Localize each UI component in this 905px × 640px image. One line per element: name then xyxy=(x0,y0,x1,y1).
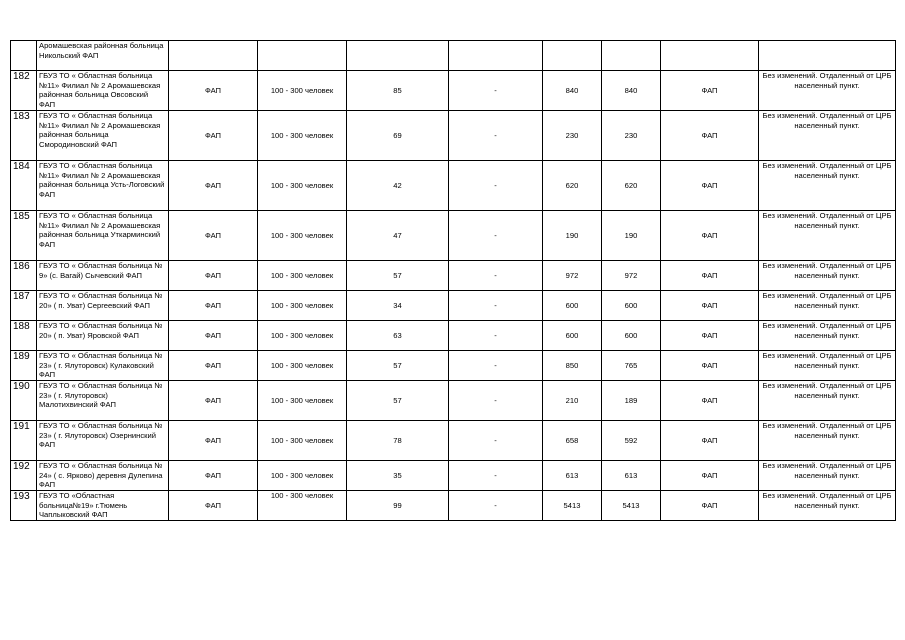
note-text: Без изменений. Отдаленный от ЦРБ населенный пункт. xyxy=(759,111,896,161)
facility-name: ГБУЗ ТО « Областная больница №11» Филиал № 2 Аромашевская районная больница Усть-Логовский ФАП xyxy=(37,161,169,211)
note-text: Без изменений. Отдаленный от ЦРБ населенный пункт. xyxy=(759,461,896,491)
table-row xyxy=(11,161,896,211)
table-row xyxy=(11,381,896,421)
population-range: 100 - 300 человек xyxy=(258,211,347,261)
value-1: 210 xyxy=(543,381,602,421)
value-2: 620 xyxy=(602,161,661,211)
population-range: 100 - 300 человек xyxy=(258,291,347,321)
dash-value: - xyxy=(449,321,543,351)
value-2: 600 xyxy=(602,291,661,321)
value-1: 850 xyxy=(543,351,602,381)
facility-name: ГБУЗ ТО « Областная больница № 23» ( г. Ялуторовск) Озернинский ФАП xyxy=(37,421,169,461)
table-row xyxy=(11,261,896,291)
note-text: Без изменений. Отдаленный от ЦРБ населенный пункт. xyxy=(759,351,896,381)
note-text: Без изменений. Отдаленный от ЦРБ населенный пункт. xyxy=(759,211,896,261)
population-range: 100 - 300 человек xyxy=(258,321,347,351)
table-row xyxy=(11,461,896,491)
count-value: 69 xyxy=(347,111,449,161)
facility-name: ГБУЗ ТО « Областная больница № 9» (с. Вагай) Сычевский ФАП xyxy=(37,261,169,291)
note-text: Без изменений. Отдаленный от ЦРБ населенный пункт. xyxy=(759,491,896,521)
population-range: 100 - 300 человек xyxy=(258,111,347,161)
value-2: 189 xyxy=(602,381,661,421)
facility-type-new: ФАП xyxy=(661,491,759,521)
facility-name: Аромашевская районная больница Никольский ФАП xyxy=(37,41,169,71)
row-number: 190 xyxy=(11,381,37,421)
population-range: 100 - 300 человек xyxy=(258,491,347,521)
facility-type xyxy=(169,41,258,71)
population-range: 100 - 300 человек xyxy=(258,261,347,291)
note-text: Без изменений. Отдаленный от ЦРБ населенный пункт. xyxy=(759,161,896,211)
facility-type: ФАП xyxy=(169,71,258,111)
facility-type-new: ФАП xyxy=(661,261,759,291)
facility-type-new: ФАП xyxy=(661,111,759,161)
table-row xyxy=(11,71,896,111)
value-2 xyxy=(602,41,661,71)
count-value: 57 xyxy=(347,261,449,291)
count-value: 35 xyxy=(347,461,449,491)
table-row xyxy=(11,291,896,321)
row-number: 192 xyxy=(11,461,37,491)
value-1 xyxy=(543,41,602,71)
value-1: 840 xyxy=(543,71,602,111)
value-2: 230 xyxy=(602,111,661,161)
facility-type: ФАП xyxy=(169,211,258,261)
value-1: 600 xyxy=(543,321,602,351)
facility-type: ФАП xyxy=(169,351,258,381)
row-number: 186 xyxy=(11,261,37,291)
note-text: Без изменений. Отдаленный от ЦРБ населенный пункт. xyxy=(759,261,896,291)
value-1: 972 xyxy=(543,261,602,291)
count-value: 34 xyxy=(347,291,449,321)
dash-value: - xyxy=(449,111,543,161)
count-value: 78 xyxy=(347,421,449,461)
facility-name: ГБУЗ ТО « Областная больница № 20» ( п. Уват) Яровской ФАП xyxy=(37,321,169,351)
table-row xyxy=(11,351,896,381)
population-range: 100 - 300 человек xyxy=(258,71,347,111)
facility-name: ГБУЗ ТО «Областная больница№19» г.Тюмень Чаплыковский ФАП xyxy=(37,491,169,521)
facility-type-new: ФАП xyxy=(661,461,759,491)
note-text xyxy=(759,41,896,71)
facility-type-new: ФАП xyxy=(661,351,759,381)
value-1: 190 xyxy=(543,211,602,261)
table-row xyxy=(11,321,896,351)
dash-value: - xyxy=(449,491,543,521)
dash-value: - xyxy=(449,211,543,261)
facility-type-new: ФАП xyxy=(661,211,759,261)
population-range: 100 - 300 человек xyxy=(258,351,347,381)
facility-type: ФАП xyxy=(169,321,258,351)
dash-value: - xyxy=(449,381,543,421)
value-2: 972 xyxy=(602,261,661,291)
value-2: 592 xyxy=(602,421,661,461)
dash-value: - xyxy=(449,421,543,461)
facility-type-new: ФАП xyxy=(661,71,759,111)
table-row xyxy=(11,421,896,461)
dash-value: - xyxy=(449,71,543,111)
count-value: 63 xyxy=(347,321,449,351)
facility-name: ГБУЗ ТО « Областная больница № 24» ( с. Ярково) деревня Дулепина ФАП xyxy=(37,461,169,491)
value-2: 600 xyxy=(602,321,661,351)
facility-type: ФАП xyxy=(169,161,258,211)
fap-table xyxy=(10,40,896,521)
facility-type: ФАП xyxy=(169,491,258,521)
facility-type: ФАП xyxy=(169,111,258,161)
note-text: Без изменений. Отдаленный от ЦРБ населенный пункт. xyxy=(759,321,896,351)
dash-value: - xyxy=(449,461,543,491)
facility-name: ГБУЗ ТО « Областная больница №11» Филиал № 2 Аромашевская районная больница Уткарминский ФАП xyxy=(37,211,169,261)
note-text: Без изменений. Отдаленный от ЦРБ населенный пункт. xyxy=(759,421,896,461)
facility-type-new: ФАП xyxy=(661,291,759,321)
facility-type: ФАП xyxy=(169,291,258,321)
value-2: 840 xyxy=(602,71,661,111)
count-value: 42 xyxy=(347,161,449,211)
count-value: 85 xyxy=(347,71,449,111)
dash-value: - xyxy=(449,291,543,321)
value-1: 230 xyxy=(543,111,602,161)
table-row xyxy=(11,111,896,161)
facility-type-new: ФАП xyxy=(661,321,759,351)
row-number: 187 xyxy=(11,291,37,321)
value-1: 658 xyxy=(543,421,602,461)
value-1: 620 xyxy=(543,161,602,211)
row-number: 184 xyxy=(11,161,37,211)
facility-name: ГБУЗ ТО « Областная больница №11» Филиал № 2 Аромашевская районная больница Смородиновский ФАП xyxy=(37,111,169,161)
row-number: 185 xyxy=(11,211,37,261)
population-range: 100 - 300 человек xyxy=(258,381,347,421)
facility-type-new: ФАП xyxy=(661,381,759,421)
row-number: 191 xyxy=(11,421,37,461)
facility-type: ФАП xyxy=(169,261,258,291)
table-row xyxy=(11,491,896,521)
table-row xyxy=(11,211,896,261)
population-range xyxy=(258,41,347,71)
table-row xyxy=(11,41,896,71)
row-number: 188 xyxy=(11,321,37,351)
dash-value: - xyxy=(449,261,543,291)
count-value: 47 xyxy=(347,211,449,261)
population-range: 100 - 300 человек xyxy=(258,161,347,211)
value-2: 613 xyxy=(602,461,661,491)
count-value: 99 xyxy=(347,491,449,521)
table-body xyxy=(11,41,896,521)
population-range: 100 - 300 человек xyxy=(258,421,347,461)
facility-type: ФАП xyxy=(169,461,258,491)
dash-value: - xyxy=(449,351,543,381)
value-1: 600 xyxy=(543,291,602,321)
value-2: 5413 xyxy=(602,491,661,521)
dash-value: - xyxy=(449,161,543,211)
population-range: 100 - 300 человек xyxy=(258,461,347,491)
facility-name: ГБУЗ ТО « Областная больница №11» Филиал № 2 Аромашевская районная больница Овсовский ФАП xyxy=(37,71,169,111)
value-2: 765 xyxy=(602,351,661,381)
count-value: 57 xyxy=(347,351,449,381)
facility-type-new: ФАП xyxy=(661,161,759,211)
facility-type: ФАП xyxy=(169,421,258,461)
row-number: 193 xyxy=(11,491,37,521)
facility-name: ГБУЗ ТО « Областная больница № 23» ( г. Ялуторовск) Малотихвинский ФАП xyxy=(37,381,169,421)
value-1: 613 xyxy=(543,461,602,491)
row-number: 189 xyxy=(11,351,37,381)
facility-type: ФАП xyxy=(169,381,258,421)
facility-type-new: ФАП xyxy=(661,421,759,461)
note-text: Без изменений. Отдаленный от ЦРБ населенный пункт. xyxy=(759,291,896,321)
count-value xyxy=(347,41,449,71)
facility-name: ГБУЗ ТО « Областная больница № 20» ( п. Уват) Сергеевский ФАП xyxy=(37,291,169,321)
dash-value xyxy=(449,41,543,71)
note-text: Без изменений. Отдаленный от ЦРБ населенный пункт. xyxy=(759,71,896,111)
note-text: Без изменений. Отдаленный от ЦРБ населенный пункт. xyxy=(759,381,896,421)
facility-type-new xyxy=(661,41,759,71)
facility-name: ГБУЗ ТО « Областная больница № 23» ( г. Ялуторовск) Кулаковский ФАП xyxy=(37,351,169,381)
row-number xyxy=(11,41,37,71)
value-2: 190 xyxy=(602,211,661,261)
row-number: 182 xyxy=(11,71,37,111)
count-value: 57 xyxy=(347,381,449,421)
value-1: 5413 xyxy=(543,491,602,521)
row-number: 183 xyxy=(11,111,37,161)
